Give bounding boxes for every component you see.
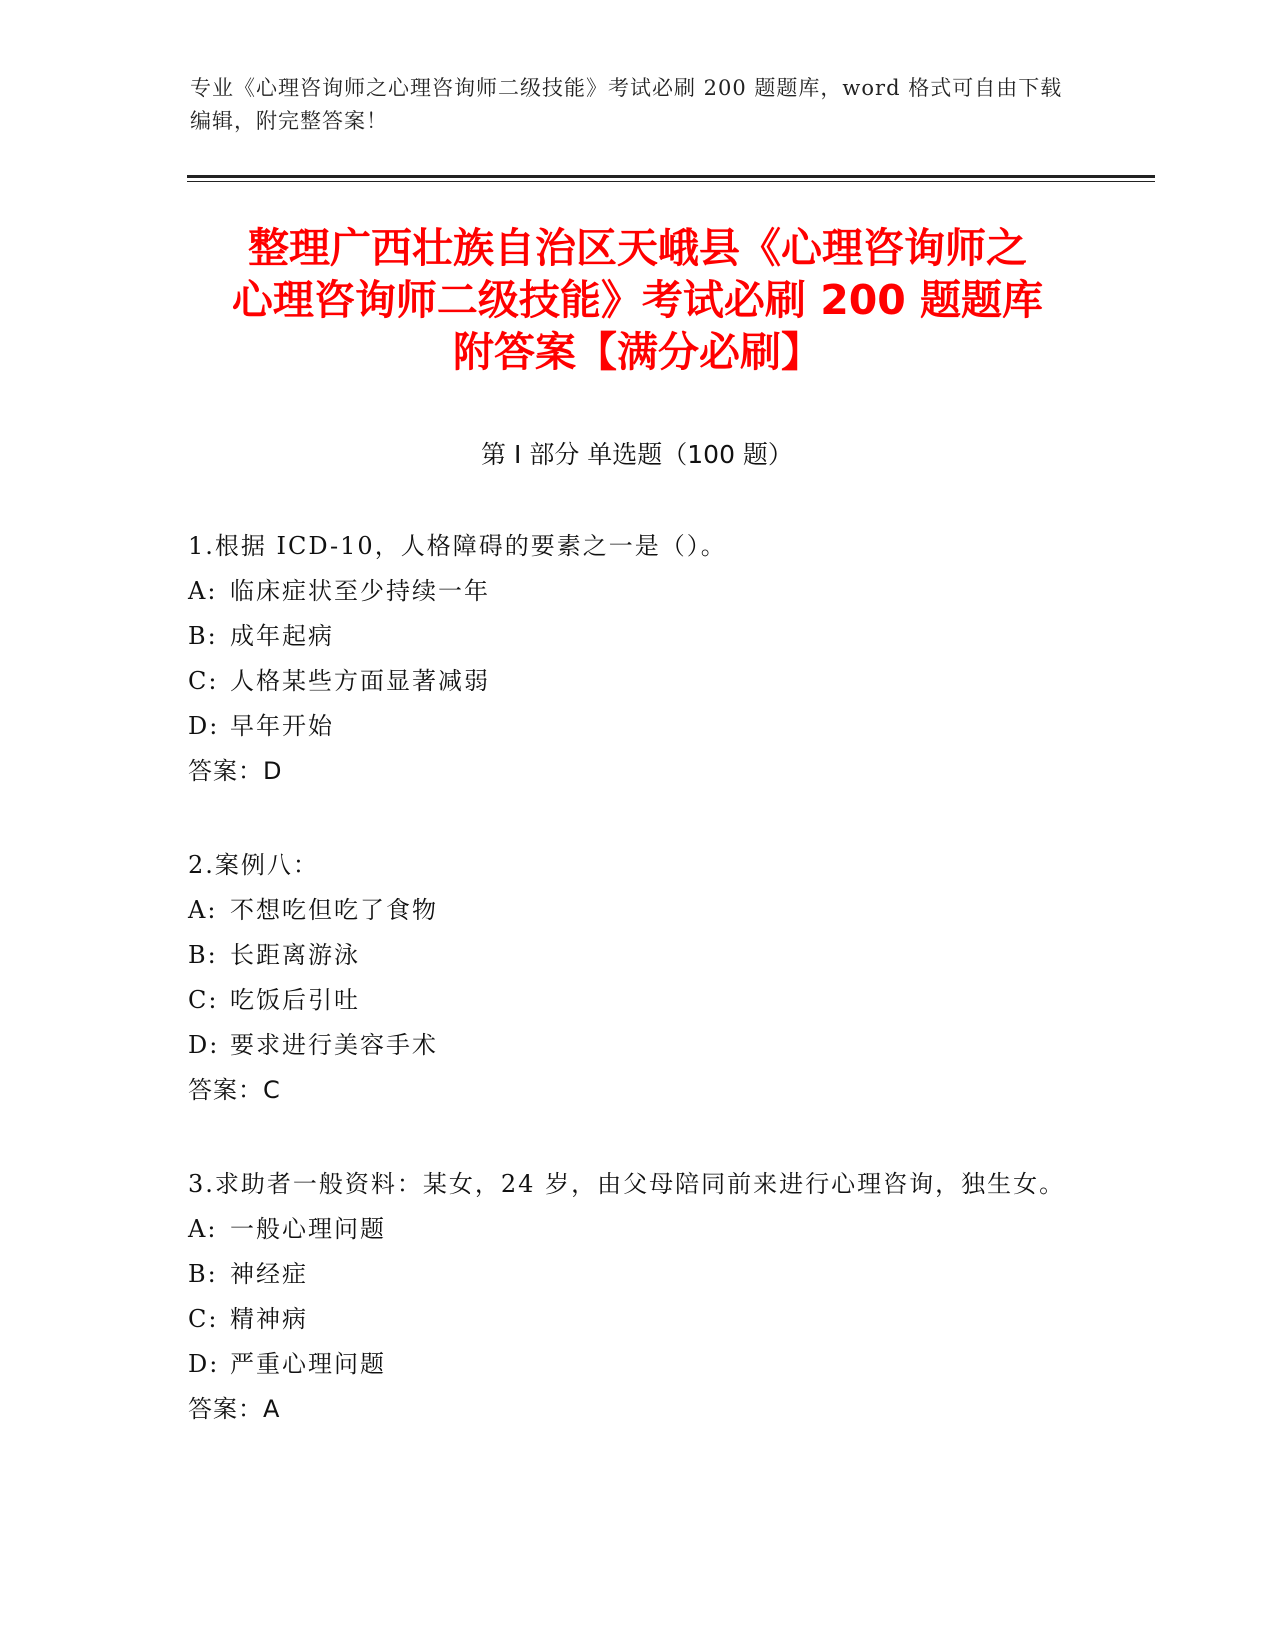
- question-item: [188, 843, 1078, 1113]
- option-a: [188, 569, 1078, 614]
- option-letter: D:: [188, 1031, 220, 1059]
- option-text: 一般心理问题: [230, 1215, 386, 1243]
- option-text: 长距离游泳: [230, 941, 360, 969]
- option-c: [188, 978, 1078, 1023]
- document-title: [150, 222, 1125, 378]
- option-letter: B:: [188, 622, 218, 650]
- title-line-2: 心理咨询师二级技能》考试必刷 200 题题库: [231, 276, 1044, 324]
- section-title: 第 I 部分 单选题（100 题）: [481, 440, 793, 469]
- option-d: [188, 1342, 1078, 1387]
- question-stem: 2.案例八：: [188, 851, 319, 879]
- option-text: 早年开始: [230, 712, 334, 740]
- option-d: [188, 1023, 1078, 1068]
- option-text: 成年起病: [230, 622, 334, 650]
- option-text: 人格某些方面显著减弱: [230, 667, 490, 695]
- option-c: [188, 1297, 1078, 1342]
- option-letter: B:: [188, 1260, 218, 1288]
- option-a: [188, 888, 1078, 933]
- question-stem: 1.根据 ICD-10，人格障碍的要素之一是（）。: [188, 532, 727, 560]
- answer-line: 答案：A: [188, 1395, 281, 1423]
- question-item: [188, 1162, 1078, 1432]
- option-b: [188, 1252, 1078, 1297]
- option-letter: C:: [188, 667, 219, 695]
- option-letter: A:: [188, 896, 218, 924]
- option-text: 临床症状至少持续一年: [230, 577, 490, 605]
- option-text: 不想吃但吃了食物: [230, 896, 438, 924]
- option-b: [188, 933, 1078, 978]
- option-letter: C:: [188, 986, 219, 1014]
- title-line-1: 整理广西壮族自治区天峨县《心理咨询师之: [248, 224, 1027, 272]
- option-letter: A:: [188, 577, 218, 605]
- option-text: 神经症: [230, 1260, 308, 1288]
- question-stem: 3.求助者一般资料：某女，24 岁，由父母陪同前来进行心理咨询，独生女。: [188, 1170, 1066, 1198]
- option-c: [188, 659, 1078, 704]
- option-text: 要求进行美容手术: [230, 1031, 438, 1059]
- option-text: 精神病: [230, 1305, 308, 1333]
- option-letter: D:: [188, 712, 220, 740]
- option-text: 吃饭后引吐: [230, 986, 360, 1014]
- option-d: [188, 704, 1078, 749]
- option-letter: C:: [188, 1305, 219, 1333]
- answer-line: 答案：C: [188, 1076, 281, 1104]
- option-b: [188, 614, 1078, 659]
- answer-line: 答案：D: [188, 757, 283, 785]
- header-divider: [187, 175, 1155, 182]
- title-line-3: 附答案【满分必刷】: [453, 328, 822, 376]
- option-a: [188, 1207, 1078, 1252]
- option-letter: B:: [188, 941, 218, 969]
- question-item: [188, 524, 1078, 794]
- header-note: 专业《心理咨询师之心理咨询师二级技能》考试必刷 200 题题库，word 格式可自由下载编辑，附完整答案！: [190, 76, 1063, 133]
- option-letter: D:: [188, 1350, 220, 1378]
- option-letter: A:: [188, 1215, 218, 1243]
- option-text: 严重心理问题: [230, 1350, 386, 1378]
